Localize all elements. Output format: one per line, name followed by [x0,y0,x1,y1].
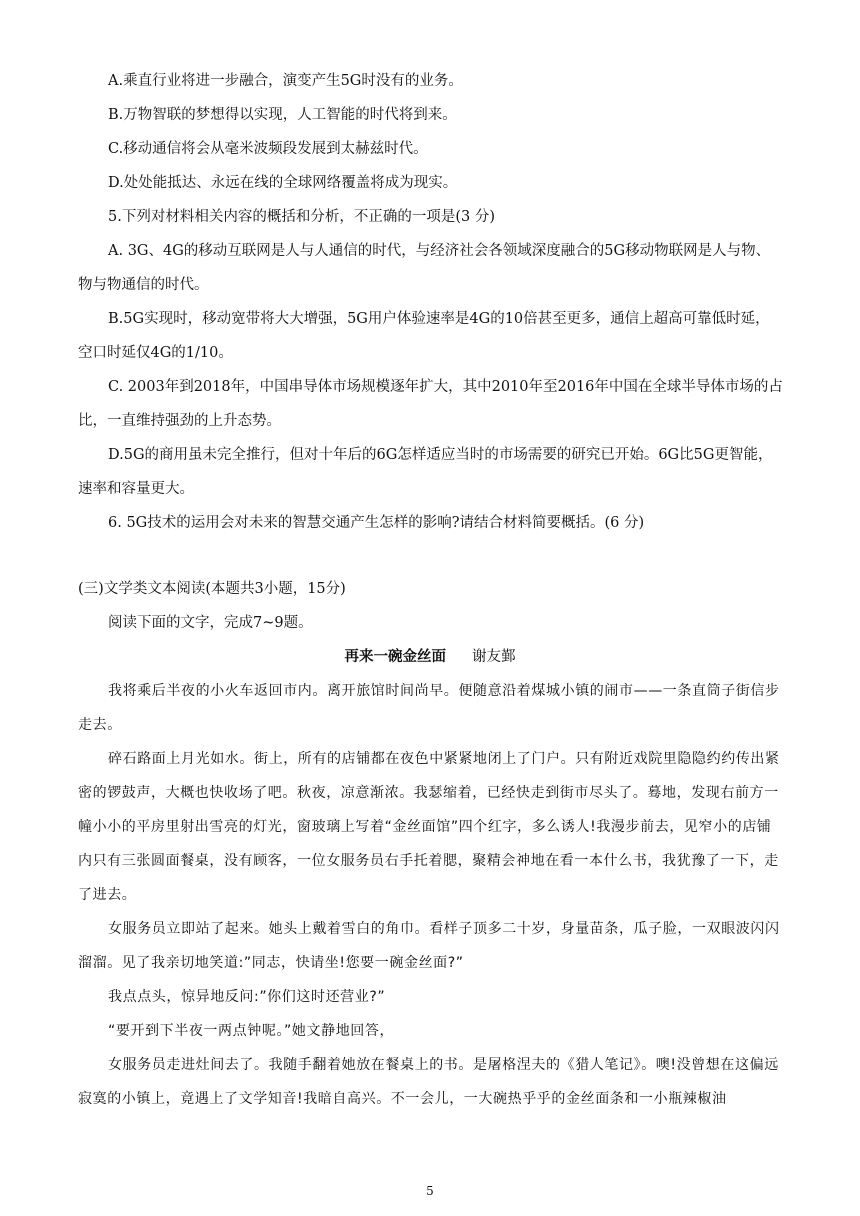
story-title: 再来一碗金丝面 [344,648,446,665]
question-5-option-d: D.5G的商用虽未完全推行，但对十年后的6G怎样适应当时的市场需要的研究已开始。6G比5G更智能，速率和容量更大。 [78,447,773,497]
page-number: 5 [426,1184,434,1198]
question-5-option-c: C. 2003年到2018年，中国串导体市场规模逐年扩大，其中2010年至2016年中国在全球半导体市场的占比，一直维持强劲的上升态势。 [78,379,783,429]
story-paragraph: 碎石路面上月光如水。街上，所有的店铺都在夜色中紧紧地闭上了门户。只有附近戏院里隐隐约约传出紧密的锣鼓声，大概也快收场了吧。秋夜，凉意渐浓。我瑟缩着，已经快走到街市尽头了。蓦地，发现右前方一幢小小的平房里射出雪亮的灯光，窗玻璃上写着“金丝面馆”四个红字，多么诱人!我漫步前去，见窄小的店铺内只有三张圆面餐桌，没有顾客，一位女服务员右手托着腮，聚精会神地在看一本什么书，我犹豫了一下，走了进去。 [78,751,780,903]
story-paragraph: 女服务员走进灶间去了。我随手翻着她放在餐桌上的书。是屠格涅夫的《猎人笔记》。噢!没曾想在这偏远寂寞的小镇上，竟遇上了文学知音!我暗自高兴。不一会儿，一大碗热乎乎的金丝面条和一小瓶辣椒油 [78,1057,779,1107]
question-5-option-b: B.5G实现时，移动宽带将大大增强，5G用户体验速率是4G的10倍甚至更多，通信上超高可靠低时延，空口时延仅4G的1/10。 [78,311,770,361]
option-a-q4: A.乘直行业将进一步融合，演变产生5G时没有的业务。 [108,73,463,89]
option-d-q4: D.处处能抵达、永远在线的全球网络覆盖将成为现实。 [108,175,458,191]
story-paragraph: “要开到下半夜一两点钟呢。”她文静地回答， [108,1023,395,1039]
story-author: 谢友鄞 [472,649,516,665]
question-6: 6. 5G技术的运用会对未来的智慧交通产生怎样的影响?请结合材料简要概括。(6 分) [108,515,645,531]
story-paragraph: 我将乘后半夜的小火车返回市内。离开旅馆时间尚早。便随意沿着煤城小镇的闹市——一条直筒子街信步走去。 [78,683,780,733]
story-title-line [0,640,860,674]
section-heading: (三)文学类文本阅读(本题共3小题，15分) [78,581,346,597]
option-b-q4: B.万物智联的梦想得以实现，人工智能的时代将到来。 [108,107,457,123]
option-c-q4: C.移动通信将会从毫米波频段发展到太赫兹时代。 [108,141,428,157]
question-5-option-a: A. 3G、4G的移动互联网是人与人通信的时代，与经济社会各领域深度融合的5G移动物联网是人与物、物与物通信的时代。 [78,243,771,293]
reading-instruction: 阅读下面的文字，完成7~9题。 [108,615,313,631]
question-5-stem: 5.下列对材料相关内容的概括和分析，不正确的一项是(3 分) [108,209,495,225]
story-paragraph: 我点点头，惊异地反问:”你们这时还营业?” [108,989,386,1005]
story-paragraph: 女服务员立即站了起来。她头上戴着雪白的角巾。看样子顶多二十岁，身量苗条，瓜子脸，一双眼波闪闪溜溜。见了我亲切地笑道:”同志，快请坐!您要一碗金丝面?” [78,921,780,971]
